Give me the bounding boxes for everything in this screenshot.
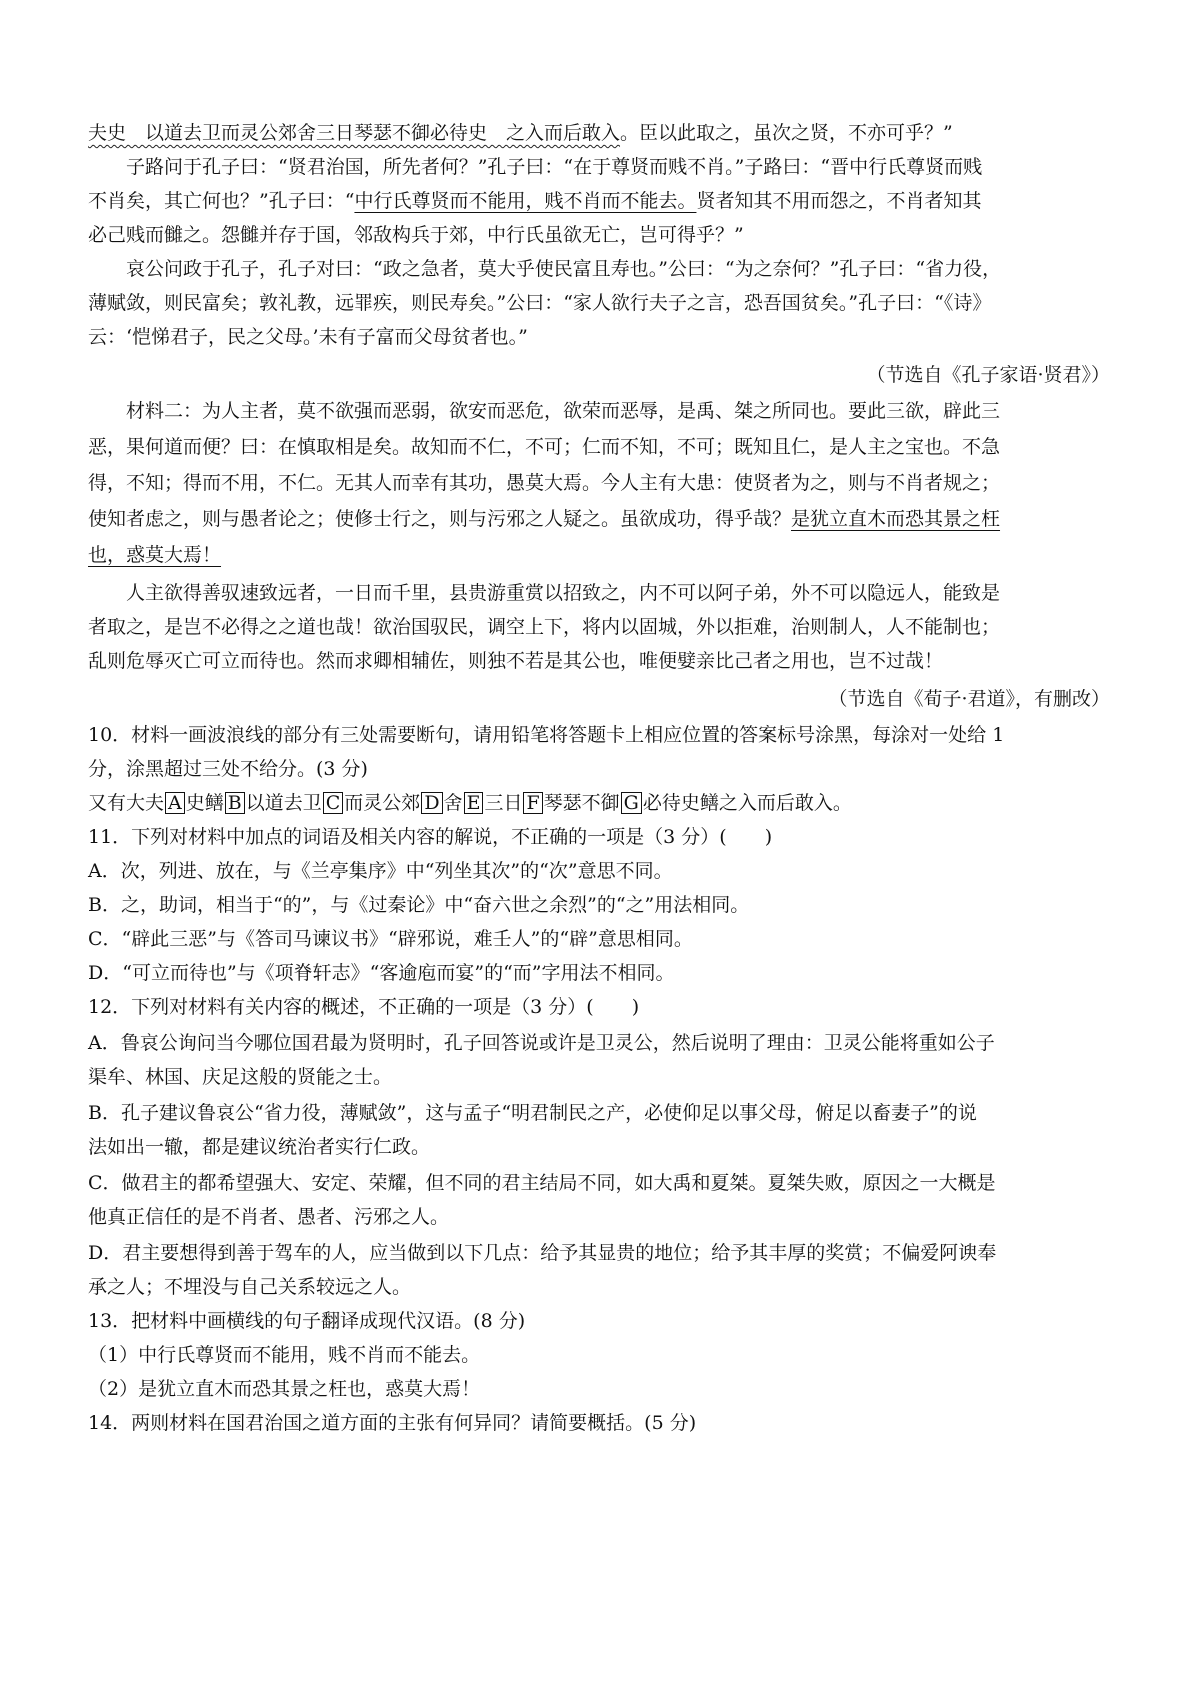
q10-stem-line1: 10．材料一画波浪线的部分有三处需要断句，请用铅笔将答题卡上相应位置的答案标号涂黑，每涂对一处给 1 [88,724,1005,746]
answer-box-f[interactable]: F [523,792,542,814]
q12-option-d-line2[interactable]: 承之人；不埋没与自己关系较远之人。 [88,1276,412,1298]
q12-option-b-line2[interactable]: 法如出一辙，都是建议统治者实行仁政。 [88,1136,431,1158]
material2-source: （节选自《荀子·君道》，有删改） [828,688,1110,710]
q11-option-b[interactable]: B．之，助词，相当于“的”，与《过秦论》中“奋六世之余烈”的“之”用法相同。 [88,894,750,916]
material2-line4: 使知者虑之，则与愚者论之；使修士行之，则与污邪之人疑之。虽欲成功，得乎哉？是犹立直木而恐其景之枉 [88,508,1001,530]
answer-box-c[interactable]: C [323,792,344,814]
material1-paragraph3-line3: 云：‘恺悌君子，民之父母。’未有子富而父母贫者也。” [88,326,528,348]
material1-paragraph3-line2: 薄赋敛，则民富矣；敦礼教，远罪疾，则民寿矣。”公曰：“家人欲行夫子之言，恐吾国贫矣。”孔子曰：“《诗》 [88,292,992,314]
q12-option-c-line1[interactable]: C．做君主的都希望强大、安定、荣耀，但不同的君主结局不同，如大禹和夏桀。夏桀失败，原因之一大概是 [88,1172,996,1194]
q12-option-b-line1[interactable]: B．孔子建议鲁哀公“省力役，薄赋敛”，这与孟子“明君制民之产，必使仰足以事父母，俯足以畜妻子”的说 [88,1102,977,1124]
q12-option-a-line2[interactable]: 渠牟、林国、庆足这般的贤能之士。 [88,1066,393,1088]
material1-paragraph3-line1: 哀公问政于孔子，孔子对曰：“政之急者，莫大乎使民富且寿也。”公曰：“为之奈何？”孔子曰：“省力役， [126,258,1002,280]
material1-source: （节选自《孔子家语·贤君》） [866,364,1110,386]
answer-box-b[interactable]: B [225,792,245,814]
q12-option-a-line1[interactable]: A．鲁哀公询问当今哪位国君最为贤明时，孔子回答说或许是卫灵公，然后说明了理由：卫灵公能将重如公子 [88,1032,995,1054]
material1-paragraph2-line3: 必己贱而雠之。怨雠并存于国，邻敌构兵于郊，中行氏虽欲无亡，岂可得乎？” [88,224,744,246]
underlined-sentence-2: 是犹立直木而恐其景之枉 [791,508,1001,530]
q14-stem: 14．两则材料在国君治国之道方面的主张有何异同？请简要概括。(5 分) [88,1412,697,1434]
wavy-underlined-text: 夫史 以道去卫而灵公郊舍三日琴瑟不御必待史 之入而后敢入 [88,122,621,144]
q11-stem: 11．下列对材料中加点的词语及相关内容的解说，不正确的一项是（3 分）( ) [88,826,773,848]
material2-line1: 材料二：为人主者，莫不欲强而恶弱，欲安而恶危，欲荣而恶辱，是禹、桀之所同也。要此三欲，辟此三 [126,400,1001,422]
answer-box-e[interactable]: E [464,792,484,814]
material2-line2: 恶，果何道而便？曰：在慎取相是矣。故知而不仁，不可；仁而不知，不可；既知且仁，是人主之宝也。不急 [88,436,1001,458]
q10-stem-line2: 分，涂黑超过三处不给分。(3 分) [88,758,368,780]
q12-option-c-line2[interactable]: 他真正信任的是不肖者、愚者、污邪之人。 [88,1206,450,1228]
q13-sentence-1: （1）中行氏尊贤而不能用，贱不肖而不能去。 [88,1344,481,1366]
q11-option-a[interactable]: A．次，列进、放在，与《兰亭集序》中“列坐其次”的“次”意思不同。 [88,860,673,882]
material2-paragraph2-line3: 乱则危辱灭亡可立而待也。然而求卿相辅佐，则独不若是其公也，唯便嬖亲比己者之用也，岂不过哉！ [88,650,944,672]
q13-sentence-2: （2）是犹立直木而恐其景之枉也，惑莫大焉！ [88,1378,481,1400]
material2-line5 [88,542,221,568]
material1-paragraph2-line2: 不肖矣，其亡何也？”孔子曰：“中行氏尊贤而不能用，贱不肖而不能去。贤者知其不用而怨之，不肖者知其 [88,190,982,212]
material2-paragraph2-line1: 人主欲得善驭速致远者，一日而千里，县贵游重赏以招致之，内不可以阿子弟，外不可以隐远人，能致是 [126,582,1001,604]
material2-paragraph2-line2: 者取之，是岂不必得之之道也哉！欲治国驭民，调空上下，将内以固城，外以拒难，治则制人，人不能制也； [88,616,1001,638]
underlined-sentence-2-end: 也，惑莫大焉！ [88,544,222,566]
q11-option-d[interactable]: D．“可立而待也”与《项脊轩志》“客逾庖而宴”的“而”字用法不相同。 [88,962,675,984]
answer-box-d[interactable]: D [421,792,442,814]
q10-sentence-with-boxes: 又有大夫 A 史鳝 B 以道去卫 C 而灵公郊 D 舍 E 三日 F 琴瑟不御 G 必待史鳝之入而后敢入。 [88,792,852,814]
answer-box-g[interactable]: G [621,792,642,814]
material2-line3: 得，不知；得而不用，不仁。无其人而幸有其功，愚莫大焉。今人主有大患：使贤者为之，则与不肖者规之； [88,472,1001,494]
material1-paragraph2-line1: 子路问于孔子曰：“贤君治国，所先者何？”孔子曰：“在于尊贤而贱不肖。”子路曰：“晋中行氏尊贤而贱 [126,156,983,178]
material1-line1: 夫史 以道去卫而灵公郊舍三日琴瑟不御必待史 之入而后敢入。臣以此取之，虽次之贤，不亦可乎？” [88,122,953,144]
q12-stem: 12．下列对材料有关内容的概述，不正确的一项是（3 分）( ) [88,996,640,1018]
q11-option-c[interactable]: C．“辟此三恶”与《答司马谏议书》“辟邪说，难壬人”的“辟”意思相同。 [88,928,693,950]
q12-option-d-line1[interactable]: D．君主要想得到善于驾车的人，应当做到以下几点：给予其显贵的地位；给予其丰厚的奖赏；不偏爱阿谀奉 [88,1242,997,1264]
underlined-sentence-1: 中行氏尊贤而不能用，贱不肖而不能去。 [354,190,697,212]
answer-box-a[interactable]: A [165,792,185,814]
q13-stem: 13．把材料中画横线的句子翻译成现代汉语。(8 分) [88,1310,526,1332]
